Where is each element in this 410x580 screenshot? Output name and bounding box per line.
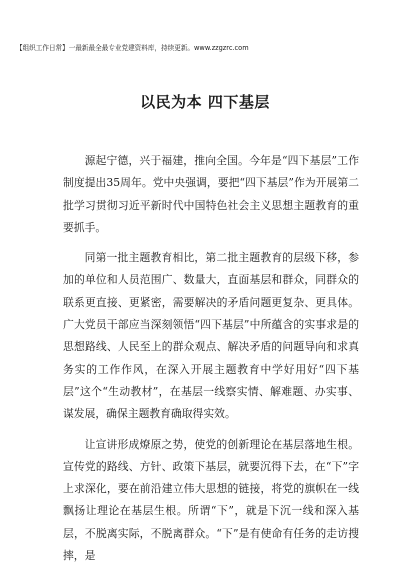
paragraph: 同第一批主题教育相比，第二批主题教育的层级下移，参加的单位和人员范围广、数量大，直面基层和群众，同群众的联系更直接、更紧密，需要解决的矛盾问题更复杂、更具体。广大党员干部应当深刻领悟“四下基层”中所蕴含的实事求是的思想路线、人民至上的群众观点、解决矛盾的问题导向和求真务实的工作作风，在深入开展主题教育中学好用好“四下基层”这个“生动教材”，在基层一线察实情、解难题、办实事、谋发展，确保主题教育确取得实效。 bbox=[63, 251, 359, 421]
paragraph: 让宣讲形成燎原之势，使党的创新理论在基层落地生根。宣传党的路线、方针、政策下基层，就要沉得下去，在“下”字上求深化，要在前沿建立伟大思想的链接，将党的旗帜在一线飘扬让理论在基层生根。所谓“下”，就是下沉一线和深入基层，不脱离实际，不脱离群众。“下”是有使命有任务的走访搜摔，是 bbox=[63, 437, 359, 563]
paragraph: 源起宁德，兴于福建，推向全国。今年是“四下基层”工作制度提出35周年。党中央强调，要把“四下基层”作为开展第二批学习贯彻习近平新时代中国特色社会主义思想主题教育的重要抓手。 bbox=[63, 154, 359, 234]
document-body bbox=[63, 150, 359, 575]
page-header-banner: 【组织工作日常】一最新最全最专业党建资料库，持续更新。www.zzgzrc.com bbox=[16, 44, 249, 52]
document-title: 以民为本 四下基层 bbox=[140, 93, 270, 111]
